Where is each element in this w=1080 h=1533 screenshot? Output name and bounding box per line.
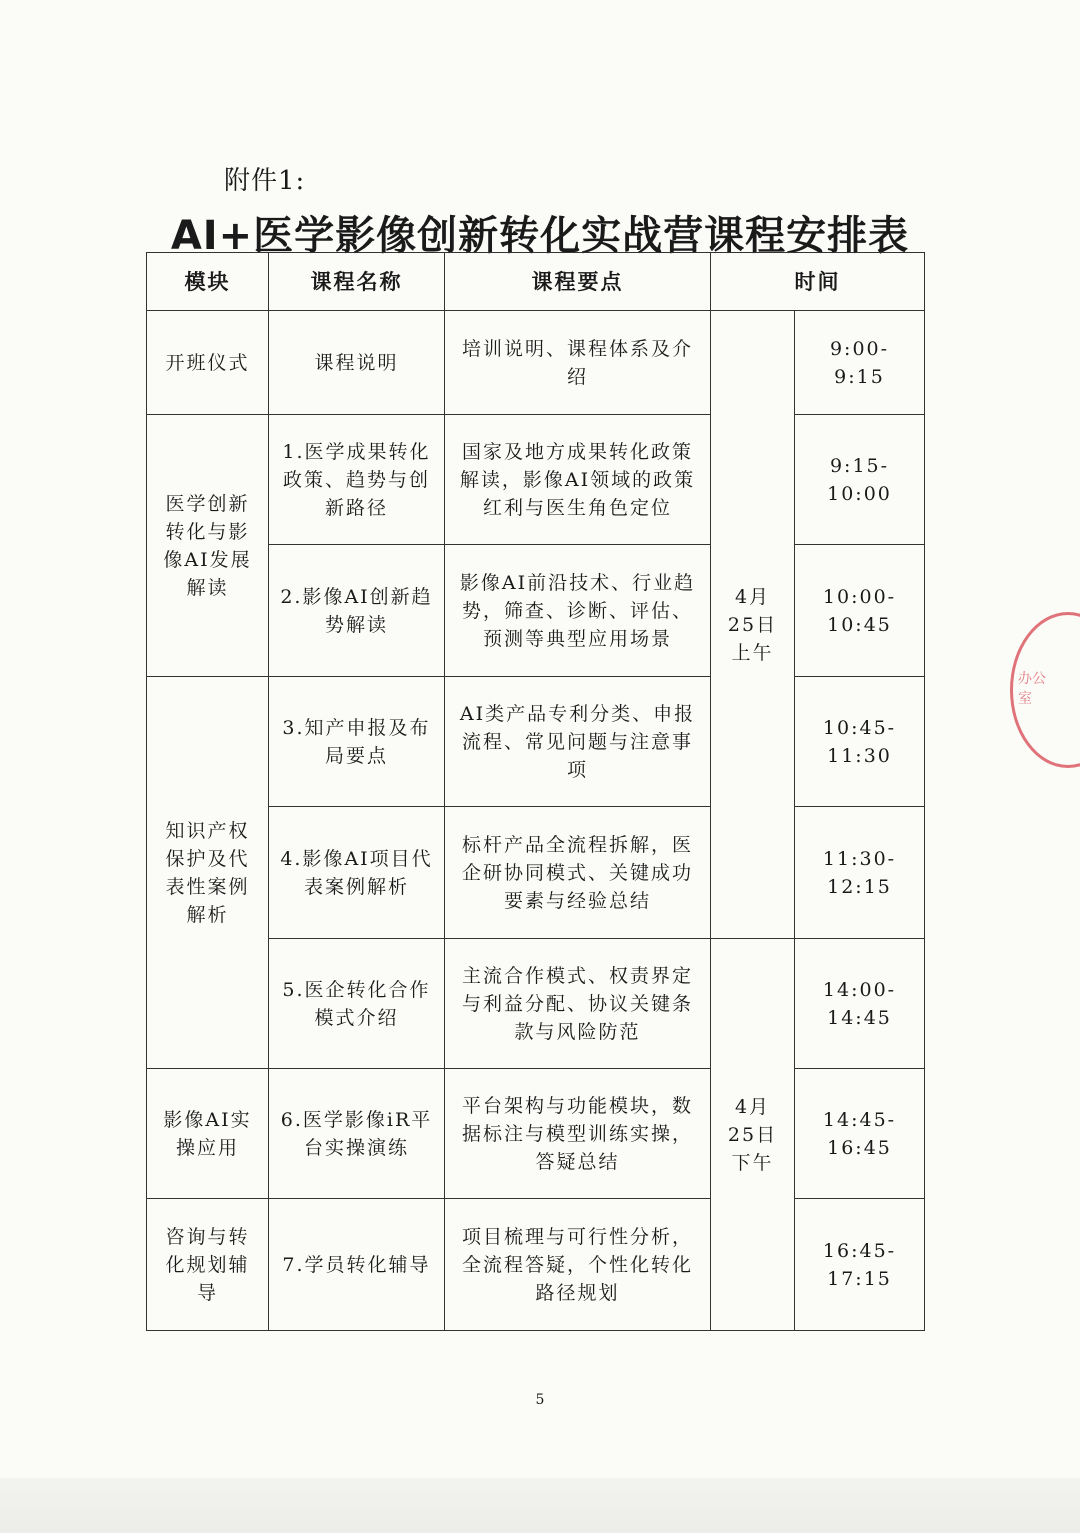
table-row: [147, 311, 925, 415]
key-points-cell: 平台架构与功能模块，数据标注与模型训练实操，答疑总结: [445, 1069, 711, 1199]
date-morning-cell: 4月25日上午: [711, 311, 795, 939]
module-cell: 知识产权保护及代表性案例解析: [147, 677, 269, 1069]
course-name-cell: 1.医学成果转化政策、趋势与创新路径: [269, 415, 445, 545]
module-cell: 开班仪式: [147, 311, 269, 415]
course-name-cell: 3.知产申报及布局要点: [269, 677, 445, 807]
official-seal-text: 办公室: [1018, 671, 1046, 707]
key-points-cell: 影像AI前沿技术、行业趋势，筛查、诊断、评估、预测等典型应用场景: [445, 545, 711, 677]
time-cell: 11:30-12:15: [795, 807, 925, 939]
key-points-cell: 标杆产品全流程拆解，医企研协同模式、关键成功要素与经验总结: [445, 807, 711, 939]
module-cell: 医学创新转化与影像AI发展解读: [147, 415, 269, 677]
time-cell: 9:15-10:00: [795, 415, 925, 545]
table-header-row: [147, 253, 925, 311]
table-row: [147, 415, 925, 545]
document-title: AI+医学影像创新转化实战营课程安排表: [170, 213, 910, 259]
course-name-cell: 5.医企转化合作模式介绍: [269, 939, 445, 1069]
table-row: [147, 1069, 925, 1199]
course-name-cell: 4.影像AI项目代表案例解析: [269, 807, 445, 939]
time-cell: 14:45-16:45: [795, 1069, 925, 1199]
time-cell: 16:45-17:15: [795, 1199, 925, 1331]
page-number: 5: [535, 1392, 545, 1408]
table-row: [147, 677, 925, 807]
time-cell: 9:00-9:15: [795, 311, 925, 415]
table-row: [147, 1199, 925, 1331]
course-name-cell: 课程说明: [269, 311, 445, 415]
course-name-cell: 7.学员转化辅导: [269, 1199, 445, 1331]
time-cell: 10:00-10:45: [795, 545, 925, 677]
course-name-cell: 6.医学影像iR平台实操演练: [269, 1069, 445, 1199]
time-cell: 10:45-11:30: [795, 677, 925, 807]
course-schedule-table: [146, 252, 925, 1331]
header-module: 模块: [147, 253, 269, 311]
attachment-label: 附件1:: [224, 166, 306, 196]
key-points-cell: 项目梳理与可行性分析，全流程答疑，个性化转化路径规划: [445, 1199, 711, 1331]
header-time: 时间: [711, 253, 925, 311]
key-points-cell: 培训说明、课程体系及介绍: [445, 311, 711, 415]
header-course-name: 课程名称: [269, 253, 445, 311]
time-cell: 14:00-14:45: [795, 939, 925, 1069]
key-points-cell: AI类产品专利分类、申报流程、常见问题与注意事项: [445, 677, 711, 807]
date-afternoon-cell: 4月25日下午: [711, 939, 795, 1331]
key-points-cell: 主流合作模式、权责界定与利益分配、协议关键条款与风险防范: [445, 939, 711, 1069]
header-key-points: 课程要点: [445, 253, 711, 311]
scan-bottom-edge: [0, 1478, 1080, 1533]
course-name-cell: 2.影像AI创新趋势解读: [269, 545, 445, 677]
key-points-cell: 国家及地方成果转化政策解读，影像AI领域的政策红利与医生角色定位: [445, 415, 711, 545]
module-cell: 影像AI实操应用: [147, 1069, 269, 1199]
module-cell: 咨询与转化规划辅导: [147, 1199, 269, 1331]
